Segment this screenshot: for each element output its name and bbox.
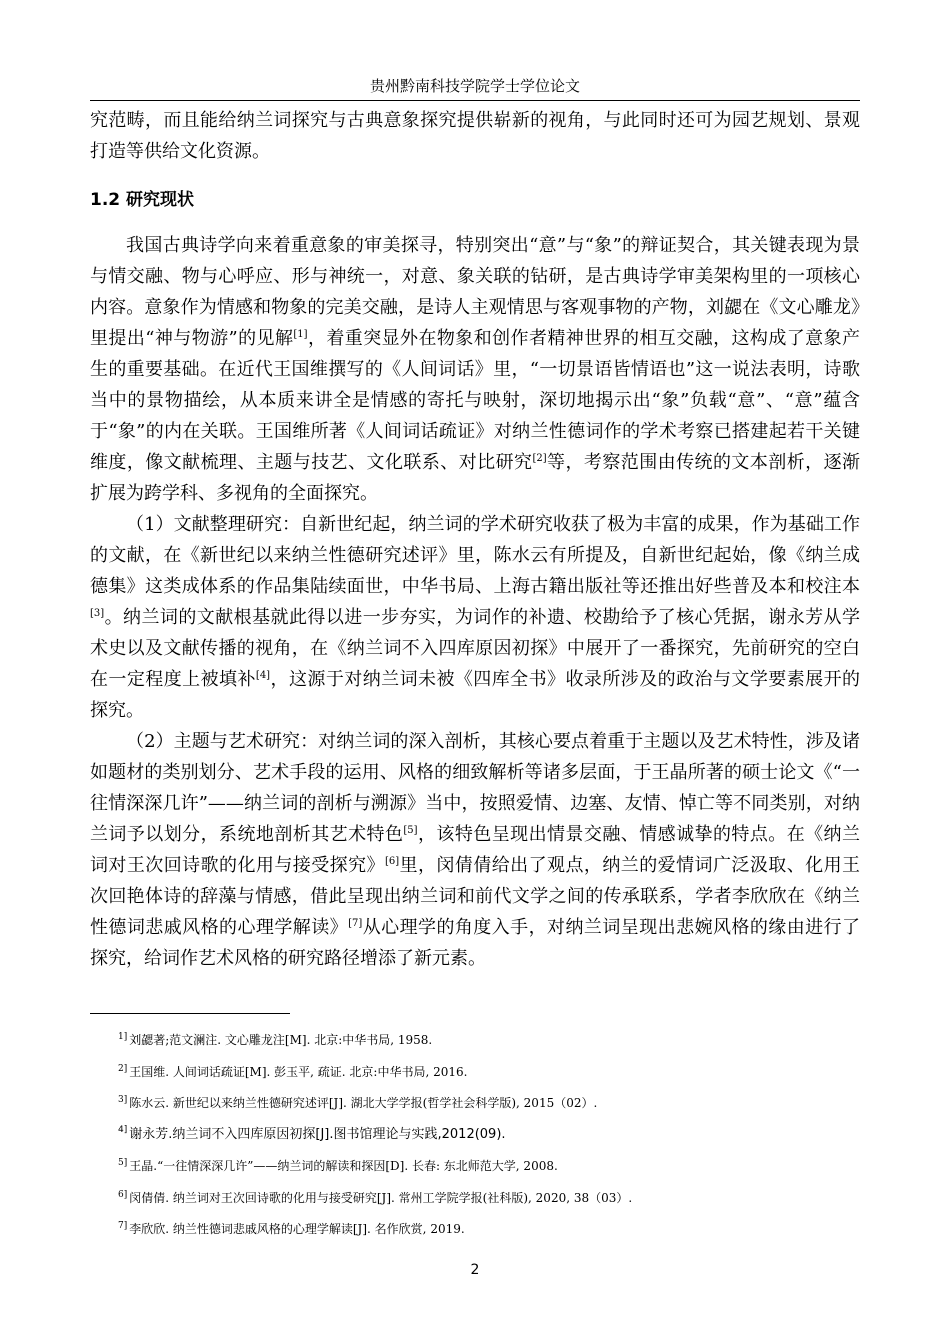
footnote-item <box>118 1219 858 1251</box>
footnote-text: 刘勰著;范文澜注. 文心雕龙注[M]. 北京:中华书局, 1958. <box>129 1033 433 1047</box>
paragraph-text: （2）主题与艺术研究：对纳兰词的深入剖析，其核心要点着重于主题以及艺术特性，涉及诸如题材的类别划分、艺术手段的运用、风格的细致解析等诸多层面，于王晶所著的硕士论文《“一往情深深几许”——纳兰词的剖析与溯源》当中，按照爱情、边塞、友情、悼亡等不同类别，对纳兰词予以划分，系统地剖析其艺术特色 <box>90 731 860 845</box>
section-heading: 1.2 研究现状 <box>90 190 195 210</box>
paragraph-text: 。纳兰词的文献根基就此得以进一步夯实，为词作的补遗、校勘给予了核心凭据，谢永芳从学术史以及文献传播的视角，在《纳兰词不入四库原因初探》中展开了一番探究，先前研究的空白在一定程度上被填补 <box>90 607 860 690</box>
continuation-paragraph: 究范畴，而且能给纳兰词探究与古典意象探究提供崭新的视角，与此同时还可为园艺规划、景观打造等供给文化资源。 <box>90 110 860 162</box>
paragraph-text: 从心理学的角度入手，对纳兰词呈现出悲婉风格的缘由进行了探究，给词作艺术风格的研究路径增添了新元素。 <box>90 917 861 969</box>
header-title: 贵州黔南科技学院学士学位论文 <box>369 77 580 95</box>
footnote-mark: 4] <box>118 1125 128 1136</box>
footnote-text: 谢永芳.纳兰词不入四库原因初探[J].图书馆理论与实践,2012(09). <box>129 1126 506 1142</box>
footnote-text: 王国维. 人间词话疏证[M]. 彭玉平, 疏证. 北京:中华书局, 2016. <box>129 1064 468 1079</box>
paragraph-text: ，着重突显外在物象和创作者精神世界的相互交融，这构成了意象产生的重要基础。在近代王国维撰写的《人间词话》里，“一切景语皆情语也”这一说法表明，诗歌当中的景物描绘，从本质来讲全是情感的寄托与映射，深切地揭示出“象”负载“意”、“意”蕴含于“象”的内在关联。王国维所著《人间词话疏证》对纳兰性德词作的学术考察已搭建起若干关键维度，像文献梳理、主题与技艺、文化联系、对比研究 <box>90 328 861 473</box>
footnote-item <box>118 1188 858 1220</box>
footnote-mark: 6] <box>118 1189 128 1200</box>
footnote-text: 李欣欣. 纳兰性德词悲戚风格的心理学解读[J]. 名作欣赏, 2019. <box>129 1222 465 1236</box>
footnote-item <box>118 1156 858 1188</box>
footnote-item <box>118 1125 858 1157</box>
paragraph-text: （1）文献整理研究：自新世纪起，纳兰词的学术研究收获了极为丰富的成果，作为基础工作的文献，在《新世纪以来纳兰性德研究述评》里，陈水云有所提及，自新世纪起始，像《纳兰成德集》这类成体系的作品集陆续面世，中华书局、上海古籍出版社等还推出好些普及本和校注本 <box>90 514 860 597</box>
body-paragraph <box>90 726 860 974</box>
footnotes <box>118 1030 858 1251</box>
footnote-separator <box>90 1013 290 1014</box>
footnote-mark: 5] <box>118 1158 128 1168</box>
page-number: 2 <box>470 1262 480 1278</box>
citation-marker[interactable]: [4] <box>255 670 271 681</box>
footnote-text: 王晶.“一往情深深几许”——纳兰词的解读和探因[D]. 长春: 东北师范大学, 2008. <box>129 1159 558 1173</box>
footnote-mark: 1] <box>118 1032 128 1042</box>
running-header <box>90 74 860 101</box>
continuation-paragraph-block <box>90 105 860 167</box>
footnote-item <box>118 1062 858 1094</box>
footnote-mark: 2] <box>118 1063 128 1074</box>
citation-marker[interactable]: [1] <box>293 329 308 340</box>
paragraph-text: ，该特色呈现出情景交融、情感诚挚的特点。在《纳兰词对王次回诗歌的化用与接受探究》 <box>90 824 860 876</box>
footnote-text: 闵倩倩. 纳兰词对王次回诗歌的化用与接受研究[J]. 常州工学院学报(社科版), 2020, 38（03）. <box>129 1190 633 1205</box>
footnote-mark: 7] <box>118 1221 128 1231</box>
paragraph-text: ，这源于对纳兰词未被《四库全书》收录所涉及的政治与文学要素展开的探究。 <box>90 669 861 721</box>
paragraph-text: 我国古典诗学向来着重意象的审美探寻，特别突出“意”与“象”的辩证契合，其关键表现为景与情交融、物与心呼应、形与神统一，对意、象关联的钻研，是古典诗学审美架构里的一项核心内容。意象作为情感和物象的完美交融，是诗人主观情思与客观事物的产物，刘勰在《文心雕龙》里提出“神与物游”的见解 <box>90 235 860 349</box>
citation-marker[interactable]: [6] <box>384 856 400 867</box>
footnote-text: 陈水云. 新世纪以来纳兰性德研究述评[J]. 湖北大学学报(哲学社会科学版), 2015（02）. <box>129 1096 598 1110</box>
body-paragraph <box>90 509 860 726</box>
citation-marker[interactable]: [5] <box>403 825 418 836</box>
footnote-item <box>118 1093 858 1125</box>
citation-marker[interactable]: [2] <box>532 453 547 464</box>
paragraph-text: 里，闵倩倩给出了观点，纳兰的爱情词广泛汲取、化用王次回艳体诗的辞藻与情感，借此呈现出纳兰词和前代文学之间的传承联系，学者李欣欣在《纳兰性德词悲戚风格的心理学解读》 <box>90 855 861 938</box>
citation-marker[interactable]: [7] <box>348 918 363 929</box>
body-paragraph <box>90 230 860 509</box>
footnote-mark: 3] <box>118 1095 128 1105</box>
footnote-item <box>118 1030 858 1062</box>
citation-marker[interactable]: [3] <box>90 608 105 619</box>
paragraph-text: 等，考察范围由传统的文本剖析，逐渐扩展为跨学科、多视角的全面探究。 <box>90 452 860 504</box>
main-text <box>90 230 860 974</box>
